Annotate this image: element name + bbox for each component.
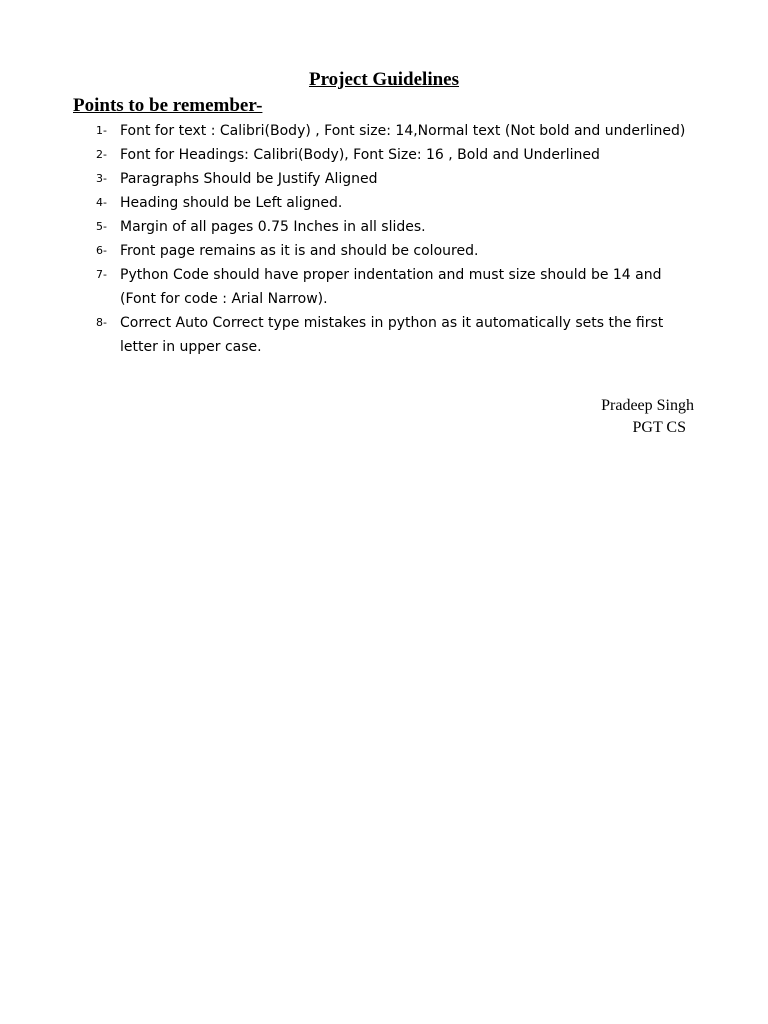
list-item bbox=[96, 263, 696, 311]
list-item bbox=[96, 119, 696, 143]
list-item-text: Front page remains as it is and should be coloured. bbox=[120, 243, 479, 259]
guidelines-list bbox=[96, 119, 696, 359]
list-item-number: 7- bbox=[96, 268, 107, 281]
signature-name: Pradeep Singh bbox=[601, 397, 694, 414]
list-item-text: Font for Headings: Calibri(Body), Font Size: 16 , Bold and Underlined bbox=[120, 147, 600, 163]
list-item-text: Font for text : Calibri(Body) , Font size: 14,Normal text (Not bold and underlined) bbox=[120, 123, 686, 139]
list-item-number: 4- bbox=[96, 196, 107, 209]
signature-block bbox=[560, 395, 694, 439]
list-item-number: 3- bbox=[96, 172, 107, 185]
list-item-text: Python Code should have proper indentation and must size should be 14 and (Font for code : Arial Narrow). bbox=[120, 267, 662, 307]
list-item bbox=[96, 191, 696, 215]
list-item bbox=[96, 143, 696, 167]
list-item-text: Paragraphs Should be Justify Aligned bbox=[120, 171, 378, 187]
list-item bbox=[96, 215, 696, 239]
list-item-text: Margin of all pages 0.75 Inches in all slides. bbox=[120, 219, 426, 235]
list-item-text: Heading should be Left aligned. bbox=[120, 195, 343, 211]
list-item bbox=[96, 167, 696, 191]
list-item bbox=[96, 311, 696, 359]
list-item-number: 2- bbox=[96, 148, 107, 161]
page-title: Project Guidelines bbox=[308, 69, 460, 90]
signature-role: PGT CS bbox=[632, 419, 686, 436]
list-item-number: 5- bbox=[96, 220, 107, 233]
list-item-number: 1- bbox=[96, 124, 107, 137]
list-item-text: Correct Auto Correct type mistakes in python as it automatically sets the first letter in upper case. bbox=[120, 315, 664, 355]
list-item-number: 6- bbox=[96, 244, 107, 257]
list-item-number: 8- bbox=[96, 316, 107, 329]
section-heading: Points to be remember- bbox=[73, 95, 263, 116]
list-item bbox=[96, 239, 696, 263]
